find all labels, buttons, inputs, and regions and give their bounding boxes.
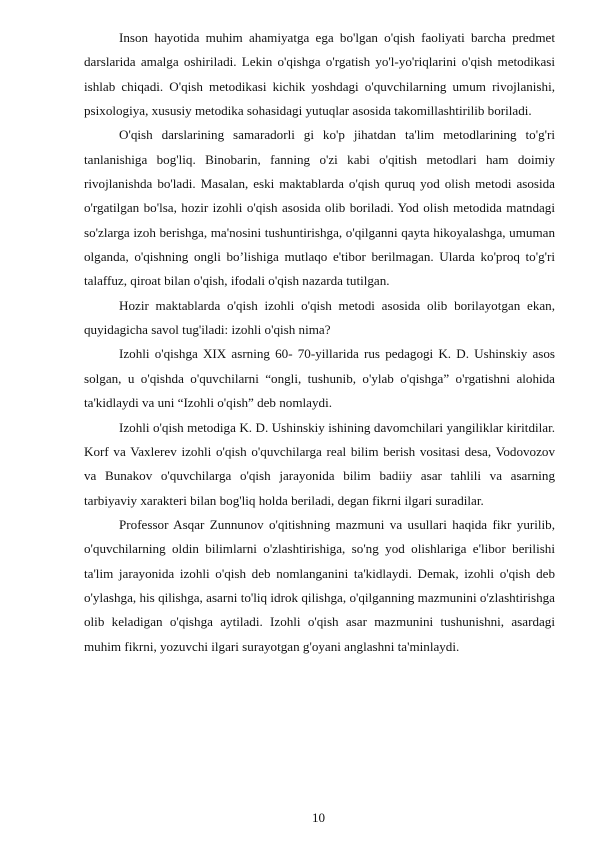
page-number: 10 bbox=[311, 810, 326, 825]
paragraph-followers: Izohli o'qish metodiga K. D. Ushinskiy ishining davomchilari yangiliklar kiritdilar. Korf va Vaxlerev izohli o'qish o'quvchilarga real bilim berish vositasi desa, Vodovozov va Bunakov o'quvchilarga o'qish jarayonida bilim badiiy asar tahlili va asarning tarbiyaviy xarakteri bilan bog'liq holda beriladi, degan fikrni ilgari suradilar. bbox=[84, 419, 555, 508]
paragraph-intro: Inson hayotida muhim ahamiyatga ega bo'lgan o'qish faoliyati barcha predmet darslarida amalga oshiriladi. Lekin o'qishga o'rgatish yo'l-yo'riqlarini o'qish metodikasi ishlab chiqadi. O'qish metodikasi kichik yoshdagi o'quvchilarning umum rivojlanishi, psixologiya, xususiy metodika sohasidagi yutuqlar asosida takomillashtirilib boriladi. bbox=[84, 30, 555, 119]
paragraph-question: Hozir maktablarda o'qish izohli o'qish metodi asosida olib borilayotgan ekan, quyidagicha savol tug'iladi: izohli o'qish nima? bbox=[84, 297, 555, 338]
document-page bbox=[84, 26, 555, 659]
paragraph-teaching-methods: O'qish darslarining samaradorli gi ko'p jihatdan ta'lim metodlarining to'g'ri tanlanishiga bog'liq. Binobarin, fanning o'zi kabi o'qitish metodlari ham doimiy rivojlanishda bo'ladi. Masalan, eski maktablarda o'qish quruq yod olish metodi asosida o'rgatilgan bo'lsa, hozir izohli o'qish asosida olib boriladi. Yod olish metodida matndagi so'zlarga izoh berishga, ma'nosini tushuntirishga, o'qilganni qayta hikoyalashga, umuman olganda, o'qishning ongli bo’lishiga mutlaqo e'tibor berilmagan. Ularda ko'proq to'g'ri talaffuz, qiroat bilan o'qish, ifodali o'qish nazarda tutilgan. bbox=[84, 127, 555, 289]
paragraph-zunnunov: Professor Asqar Zunnunov o'qitishning mazmuni va usullari haqida fikr yurilib, o'quvchilarning oldin bilimlarni o'zlashtirishiga, so'ng yod olishlariga e'libor berilishi ta'lim jarayonida izohli o'qish deb nomlanganini ta'kidlaydi. Demak, izohli o'qish deb o'ylashga, his qilishga, asarni to'liq idrok qilishga, o'qilganning mazmunini o'zlashtirishga olib keladigan o'qishga aytiladi. Izohli o'qish asar mazmunini tushunishni, asardagi muhim fikrni, yozuvchi ilgari surayotgan g'oyani anglashni ta'minlaydi. bbox=[84, 516, 555, 654]
paragraph-ushinskiy: Izohli o'qishga XIX asrning 60- 70-yillarida rus pedagogi K. D. Ushinskiy asos solgan, u o'qishda o'quvchilarni “ongli, tushunib, o'ylab o'qishga” o'rgatishni alohida ta'kidlaydi va uni “Izohli o'qish” deb nomlaydi. bbox=[84, 346, 555, 411]
